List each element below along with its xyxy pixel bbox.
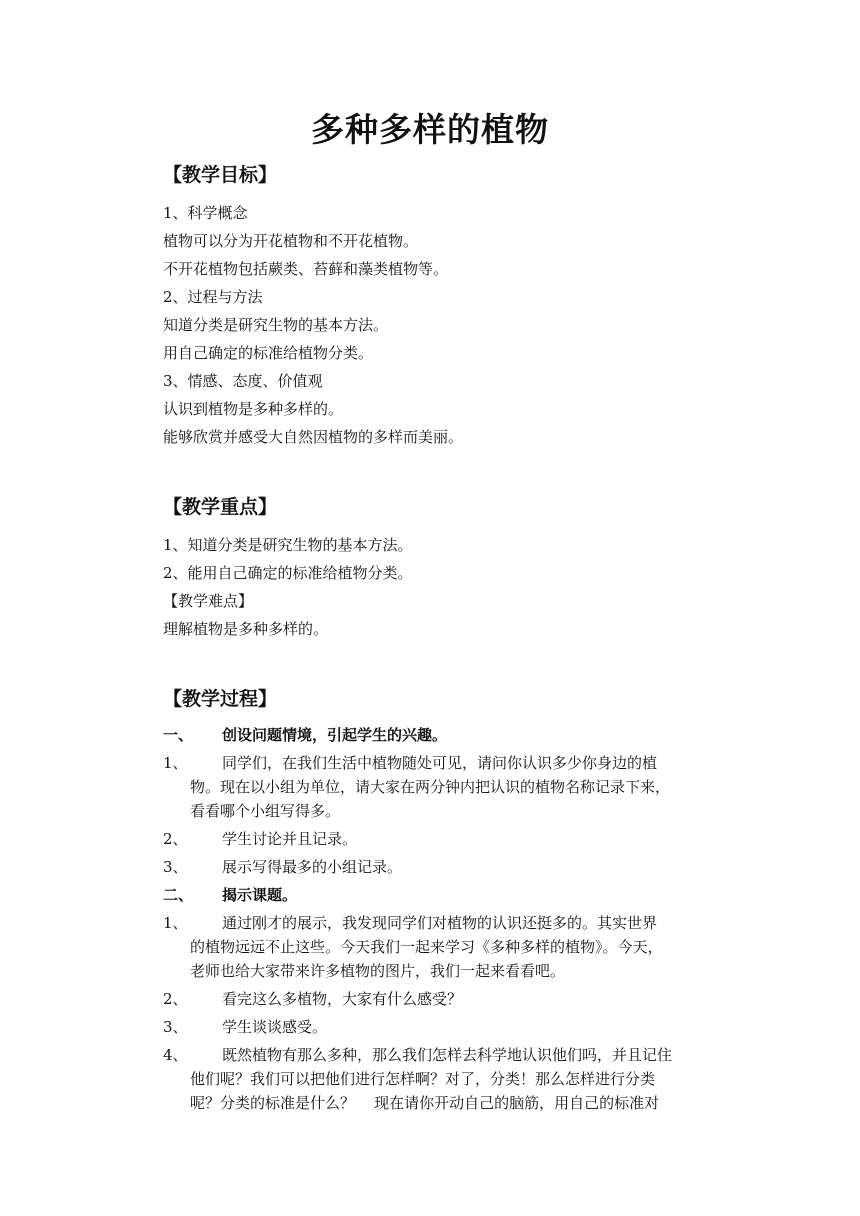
item-number: 2、 <box>163 990 188 1008</box>
item-number: 3、 <box>163 858 188 876</box>
section-title: 揭示课题。 <box>222 886 298 904</box>
objectives-line: 3、情感、态度、价值观 <box>163 372 323 390</box>
item-line: 看完这么多植物，大家有什么感受？ <box>222 990 463 1008</box>
objectives-line: 1、科学概念 <box>163 204 248 222</box>
section-title: 创设问题情境，引起学生的兴趣。 <box>222 726 448 744</box>
key-points-line: 1、知道分类是研究生物的基本方法。 <box>163 536 413 554</box>
item-line: 物。现在以小组为单位，请大家在两分钟内把认识的植物名称记录下来， <box>190 778 671 796</box>
objectives-line: 植物可以分为开花植物和不开花植物。 <box>163 232 419 250</box>
document-title: 多种多样的植物 <box>311 110 549 149</box>
objectives-line: 不开花植物包括蕨类、苔藓和藻类植物等。 <box>163 260 449 278</box>
item-line: 学生讨论并且记录。 <box>222 830 358 848</box>
section-number: 二、 <box>163 886 194 904</box>
section-number: 一、 <box>163 726 194 744</box>
item-line: 既然植物有那么多种，那么我们怎样去科学地认识他们吗，并且记住 <box>222 1046 673 1064</box>
process-heading: 【教学过程】 <box>163 688 278 710</box>
item-line: 他们呢？我们可以把他们进行怎样啊？对了，分类！那么怎样进行分类 <box>190 1070 656 1088</box>
item-number: 1、 <box>163 754 188 772</box>
objectives-line: 2、过程与方法 <box>163 288 263 306</box>
difficulty-line: 理解植物是多种多样的。 <box>163 620 329 638</box>
difficulty-heading: 【教学难点】 <box>163 592 254 610</box>
item-line: 呢？分类的标准是什么？ 现在请你开动自己的脑筋，用自己的标准对 <box>190 1094 660 1112</box>
item-line: 展示写得最多的小组记录。 <box>222 858 403 876</box>
objectives-line: 知道分类是研究生物的基本方法。 <box>163 316 389 334</box>
item-line: 看看哪个小组写得多。 <box>190 802 341 820</box>
item-number: 4、 <box>163 1046 188 1064</box>
item-line: 老师也给大家带来许多植物的图片，我们一起来看看吧。 <box>190 962 566 980</box>
objectives-line: 能够欣赏并感受大自然因植物的多样而美丽。 <box>163 428 464 446</box>
key-points-heading: 【教学重点】 <box>163 496 278 518</box>
item-line: 的植物远远不止这些。今天我们一起来学习《多种多样的植物》。今天， <box>190 938 663 956</box>
item-number: 2、 <box>163 830 188 848</box>
item-line: 学生谈谈感受。 <box>222 1018 328 1036</box>
objectives-line: 认识到植物是多种多样的。 <box>163 400 344 418</box>
key-points-line: 2、能用自己确定的标准给植物分类。 <box>163 564 413 582</box>
item-line: 通过刚才的展示，我发现同学们对植物的认识还挺多的。其实世界 <box>222 914 658 932</box>
item-number: 3、 <box>163 1018 188 1036</box>
item-line: 同学们，在我们生活中植物随处可见，请问你认识多少你身边的植 <box>222 754 658 772</box>
objectives-heading: 【教学目标】 <box>163 164 278 186</box>
objectives-line: 用自己确定的标准给植物分类。 <box>163 344 374 362</box>
item-number: 1、 <box>163 914 188 932</box>
